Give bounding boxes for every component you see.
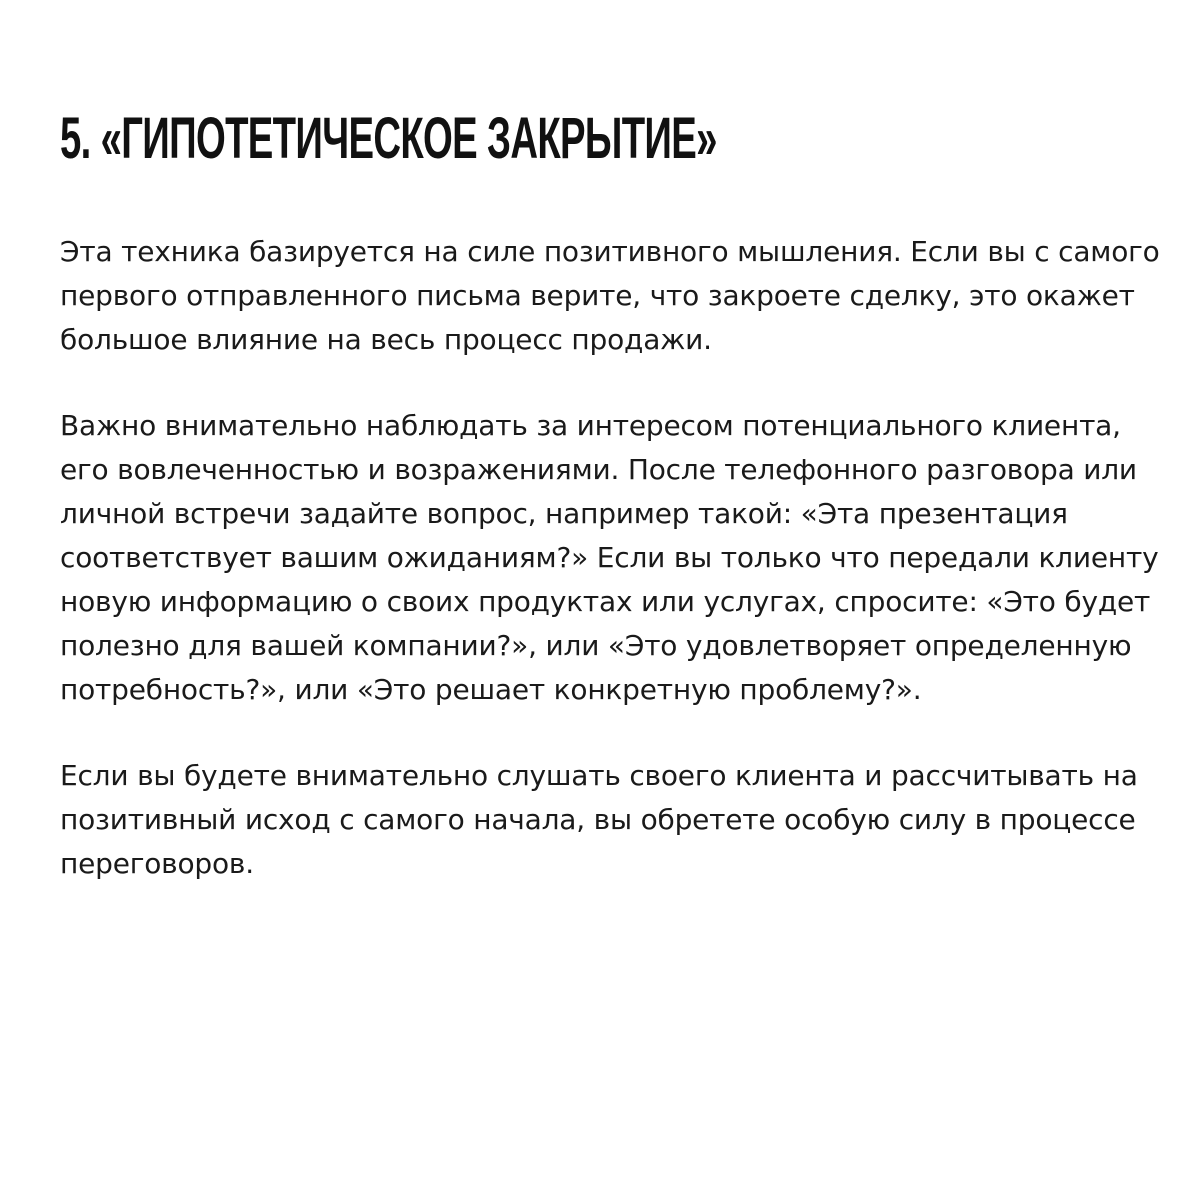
paragraph-questions: Важно внимательно наблюдать за интересом потенциального клиента, его вовлеченностью и возражениями. После телефонного разговора или личной встречи задайте вопрос, например такой: «Эта презентация соответствует вашим ожиданиям?» Если вы только что передали клиенту новую информацию о своих продуктах или услугах, спросите: «Это будет полезно для вашей компании?», или «Это удовлетворяет определенную потребность?», или «Это решает конкретную проблему?». — [60, 409, 1159, 706]
paragraph-intro: Эта техника базируется на силе позитивного мышления. Если вы с самого первого отправленного письма верите, что закроете сделку, это окажет большое влияние на весь процесс продажи. — [60, 235, 1160, 356]
paragraph-conclusion: Если вы будете внимательно слушать своего клиента и рассчитывать на позитивный исход с самого начала, вы обретете особую силу в процессе переговоров. — [60, 759, 1138, 880]
document-body — [60, 230, 1170, 886]
page-title: 5. «ГИПОТЕТИЧЕСКОЕ ЗАКРЫТИЕ» — [60, 106, 717, 171]
document-page — [60, 108, 1170, 928]
